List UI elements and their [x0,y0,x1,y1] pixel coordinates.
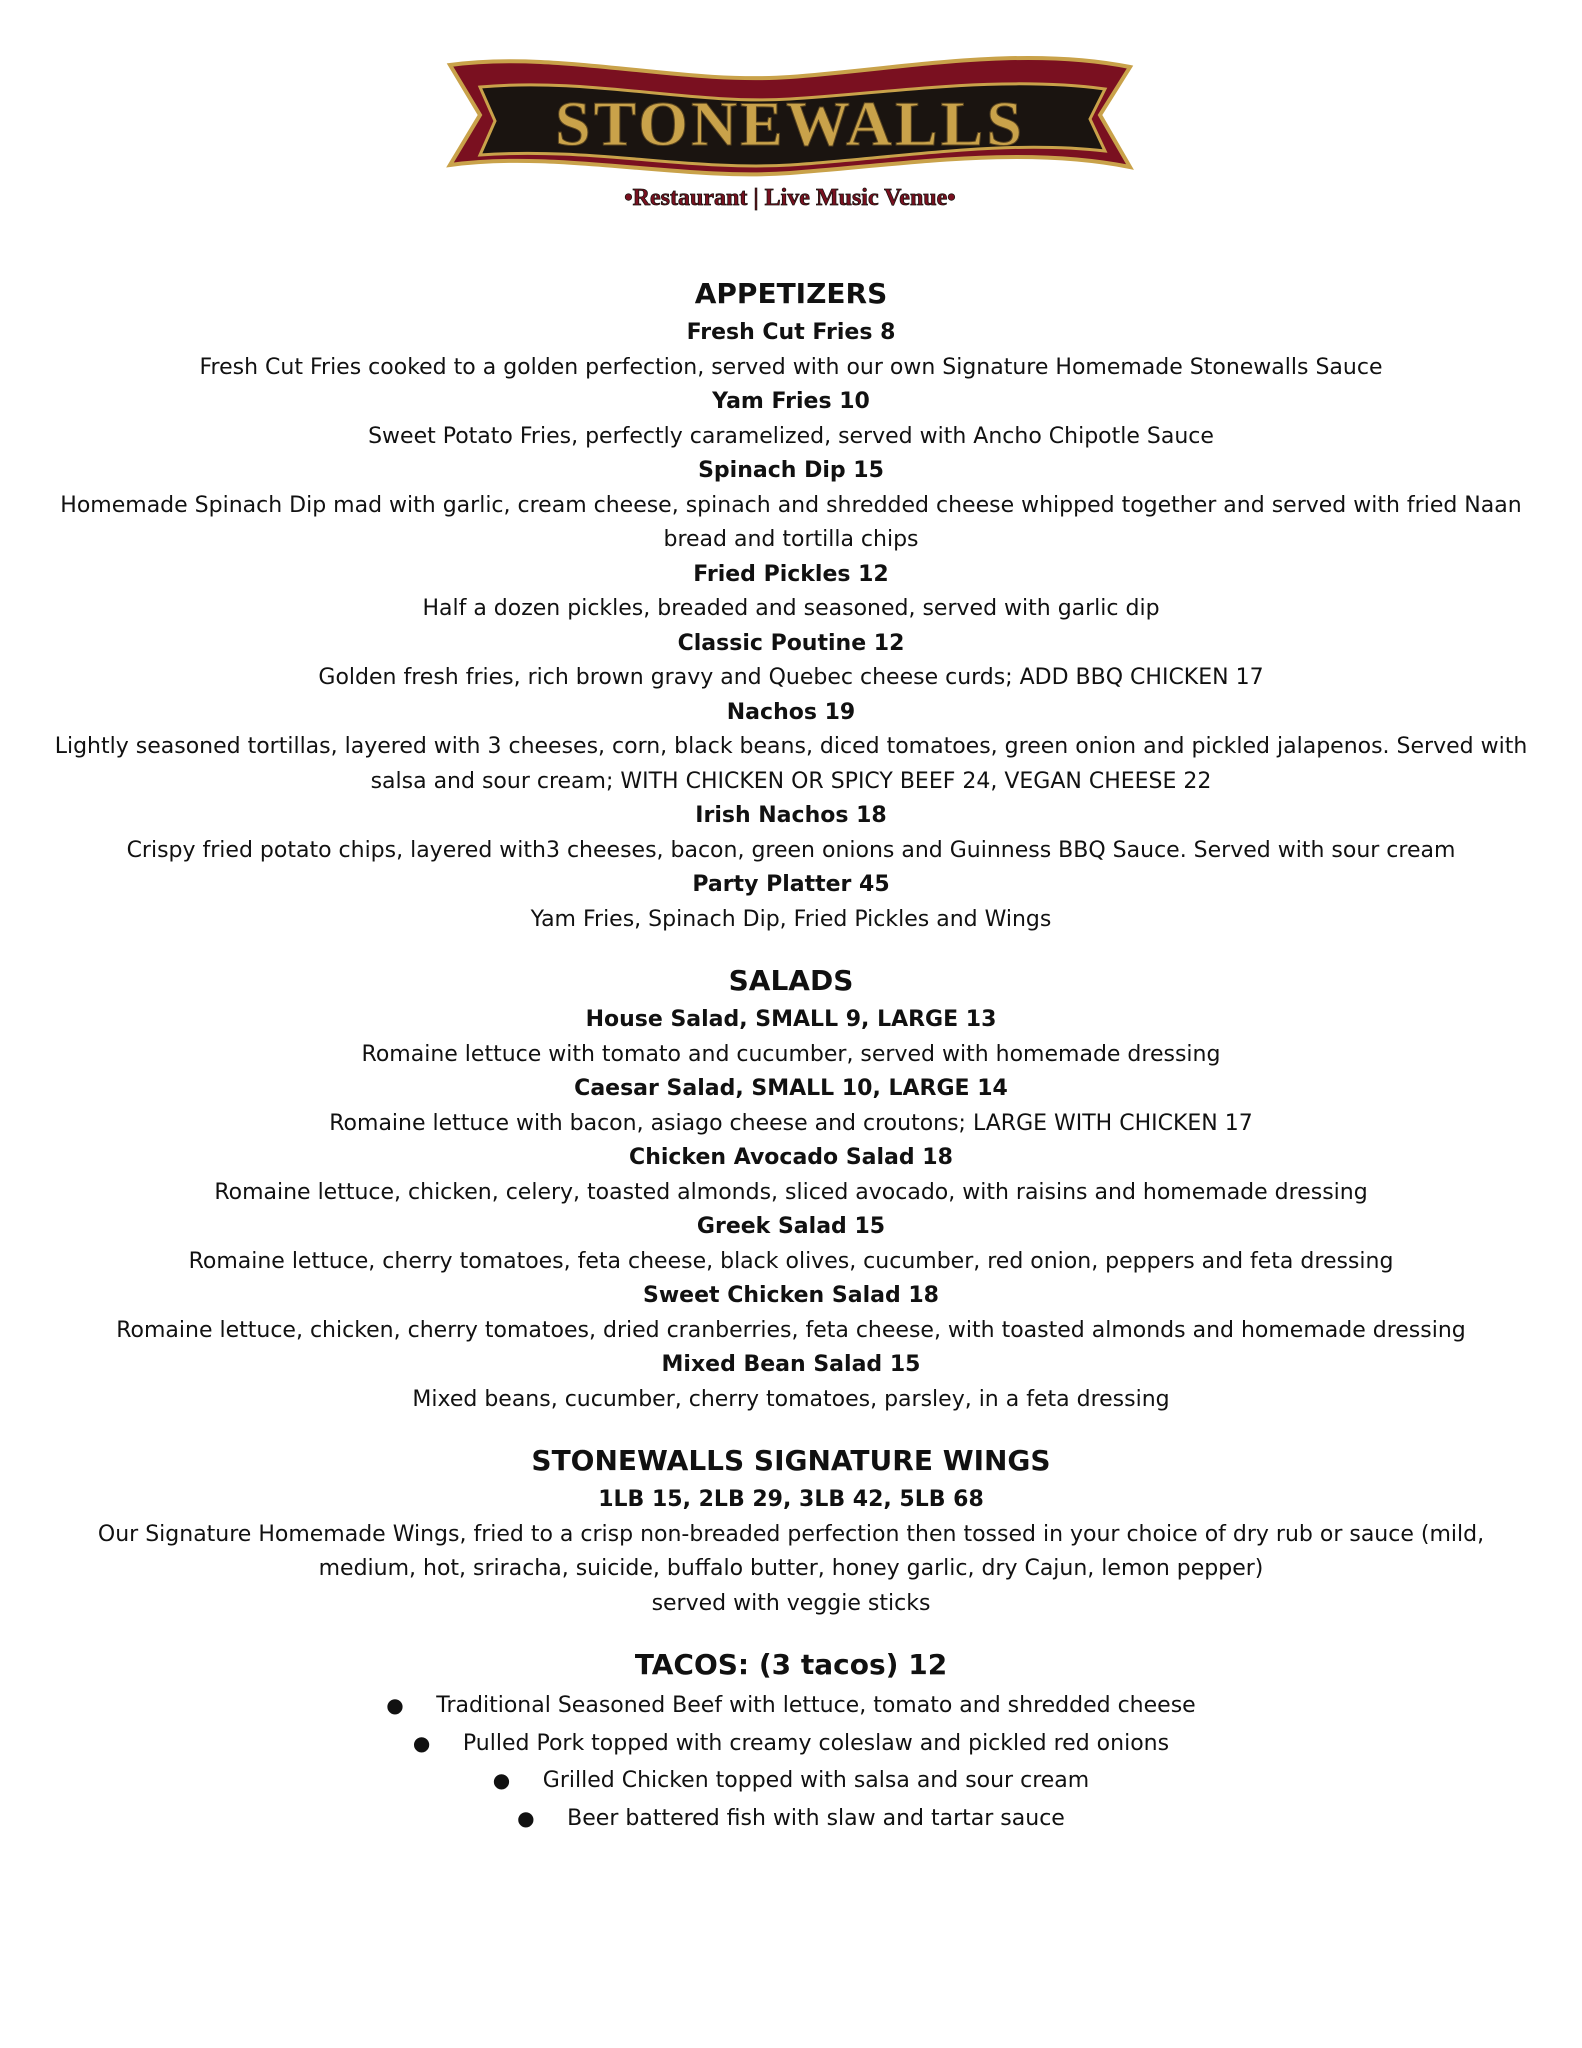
menu-item [0,868,1582,937]
item-name: Nachos 19 [726,699,856,725]
item-name: Mixed Bean Salad 15 [661,1352,921,1377]
item-name: Sweet Chicken Salad 18 [643,1283,939,1308]
wings-description: Our Signature Homemade Wings, fried to a crisp non-breaded perfection then tossed in your choice of dry rub or sauce (mild, medium, hot, sriracha, suicide, buffalo butter, honey garlic, dry Cajun, lemon pepper) [97,1521,1485,1581]
item-name: Irish Nachos 18 [695,803,887,828]
tacos-section [0,1643,1582,1837]
menu-item [0,385,1582,454]
wings-side-note: served with veggie sticks [651,1590,931,1616]
bullet-icon: ● [517,1805,535,1830]
logo-tagline: •Restaurant | Live Music Venue• [624,185,956,211]
item-description: Half a dozen pickles, breaded and seasoned, served with garlic dip [422,596,1160,621]
list-item [0,1687,1582,1725]
taco-label: Beer battered fish with slaw and tartar sauce [567,1805,1065,1831]
item-name: Fried Pickles 12 [693,561,889,587]
logo-wordmark: STONEWALLS [555,88,1025,159]
item-name: Chicken Avocado Salad 18 [629,1145,953,1170]
menu-item [0,558,1582,627]
wings-section [0,1439,1582,1621]
logo-graphic [440,55,1140,225]
menu-item [0,1279,1582,1348]
section-spacer [0,937,1582,959]
taco-list [0,1687,1582,1837]
taco-label: Pulled Pork topped with creamy coleslaw and pickled red onions [462,1730,1170,1756]
item-name: House Salad, SMALL 9, LARGE 13 [585,1007,997,1032]
menu-item [0,1141,1582,1210]
item-name: Caesar Salad, SMALL 10, LARGE 14 [574,1076,1008,1101]
bullet-icon: ● [386,1693,404,1717]
menu-item [0,1348,1582,1417]
menu-item [0,799,1582,868]
item-description: Lightly seasoned tortillas, layered with 3 cheeses, corn, black beans, diced tomatoes, green onion and pickled jalapenos. Served with salsa and sour cream; WITH CHICKEN OR SPICY BEEF 24, VEGAN CHEESE 22 [54,734,1528,794]
item-description: Romaine lettuce with bacon, asiago cheese and croutons; LARGE WITH CHICKEN 17 [329,1110,1253,1136]
section-title-tacos: TACOS: (3 tacos) 12 [634,1648,948,1681]
item-description: Romaine lettuce, chicken, celery, toasted almonds, sliced avocado, with raisins and homemade dressing [214,1179,1368,1205]
item-description: Mixed beans, cucumber, cherry tomatoes, parsley, in a feta dressing [412,1386,1170,1412]
list-item [0,1725,1582,1763]
item-description: Sweet Potato Fries, perfectly caramelized, served with Ancho Chipotle Sauce [368,423,1214,449]
section-title-wings: STONEWALLS SIGNATURE WINGS [531,1444,1051,1477]
taco-label: Traditional Seasoned Beef with lettuce, tomato and shredded cheese [436,1693,1196,1718]
menu-item [0,1003,1582,1072]
item-name: Party Platter 45 [692,872,890,897]
item-description: Yam Fries, Spinach Dip, Fried Pickles and Wings [530,906,1052,932]
menu-content [0,272,1582,1837]
wings-prices: 1LB 15, 2LB 29, 3LB 42, 5LB 68 [598,1487,984,1512]
item-description: Golden fresh fries, rich brown gravy and Quebec cheese curds; ADD BBQ CHICKEN 17 [318,665,1264,690]
bullet-icon: ● [412,1730,431,1755]
item-name: Spinach Dip 15 [698,458,884,483]
item-description: Romaine lettuce with tomato and cucumber, served with homemade dressing [361,1041,1221,1067]
item-description: Romaine lettuce, cherry tomatoes, feta cheese, black olives, cucumber, red onion, peppers and feta dressing [188,1248,1394,1274]
section-spacer [0,1417,1582,1439]
item-description: Romaine lettuce, chicken, cherry tomatoes, dried cranberries, feta cheese, with toasted almonds and homemade dressing [116,1317,1466,1343]
item-name: Yam Fries 10 [712,389,870,414]
menu-item [0,454,1582,558]
item-description: Fresh Cut Fries cooked to a golden perfection, served with our own Signature Homemade Stonewalls Sauce [199,354,1383,380]
section-spacer [0,1621,1582,1643]
list-item [0,1800,1582,1838]
menu-item [0,627,1582,696]
item-name: Fresh Cut Fries 8 [686,320,896,345]
item-description: Homemade Spinach Dip mad with garlic, cream cheese, spinach and shredded cheese whipped together and served with fried Naan bread and tortilla chips [60,492,1522,552]
menu-item [0,1072,1582,1141]
stonewalls-logo [440,55,1140,225]
menu-item [0,316,1582,385]
item-name: Greek Salad 15 [696,1214,886,1239]
section-title-salads: SALADS [728,964,854,997]
bullet-icon: ● [492,1768,511,1792]
item-name: Classic Poutine 12 [677,630,905,656]
menu-item [0,696,1582,800]
taco-label: Grilled Chicken topped with salsa and sour cream [542,1768,1090,1793]
salads-section [0,959,1582,1417]
menu-item [0,1210,1582,1279]
list-item [0,1762,1582,1800]
section-title-appetizers: APPETIZERS [694,277,888,310]
appetizers-section [0,272,1582,937]
item-description: Crispy fried potato chips, layered with3 cheeses, bacon, green onions and Guinness BBQ Sauce. Served with sour cream [126,837,1456,863]
